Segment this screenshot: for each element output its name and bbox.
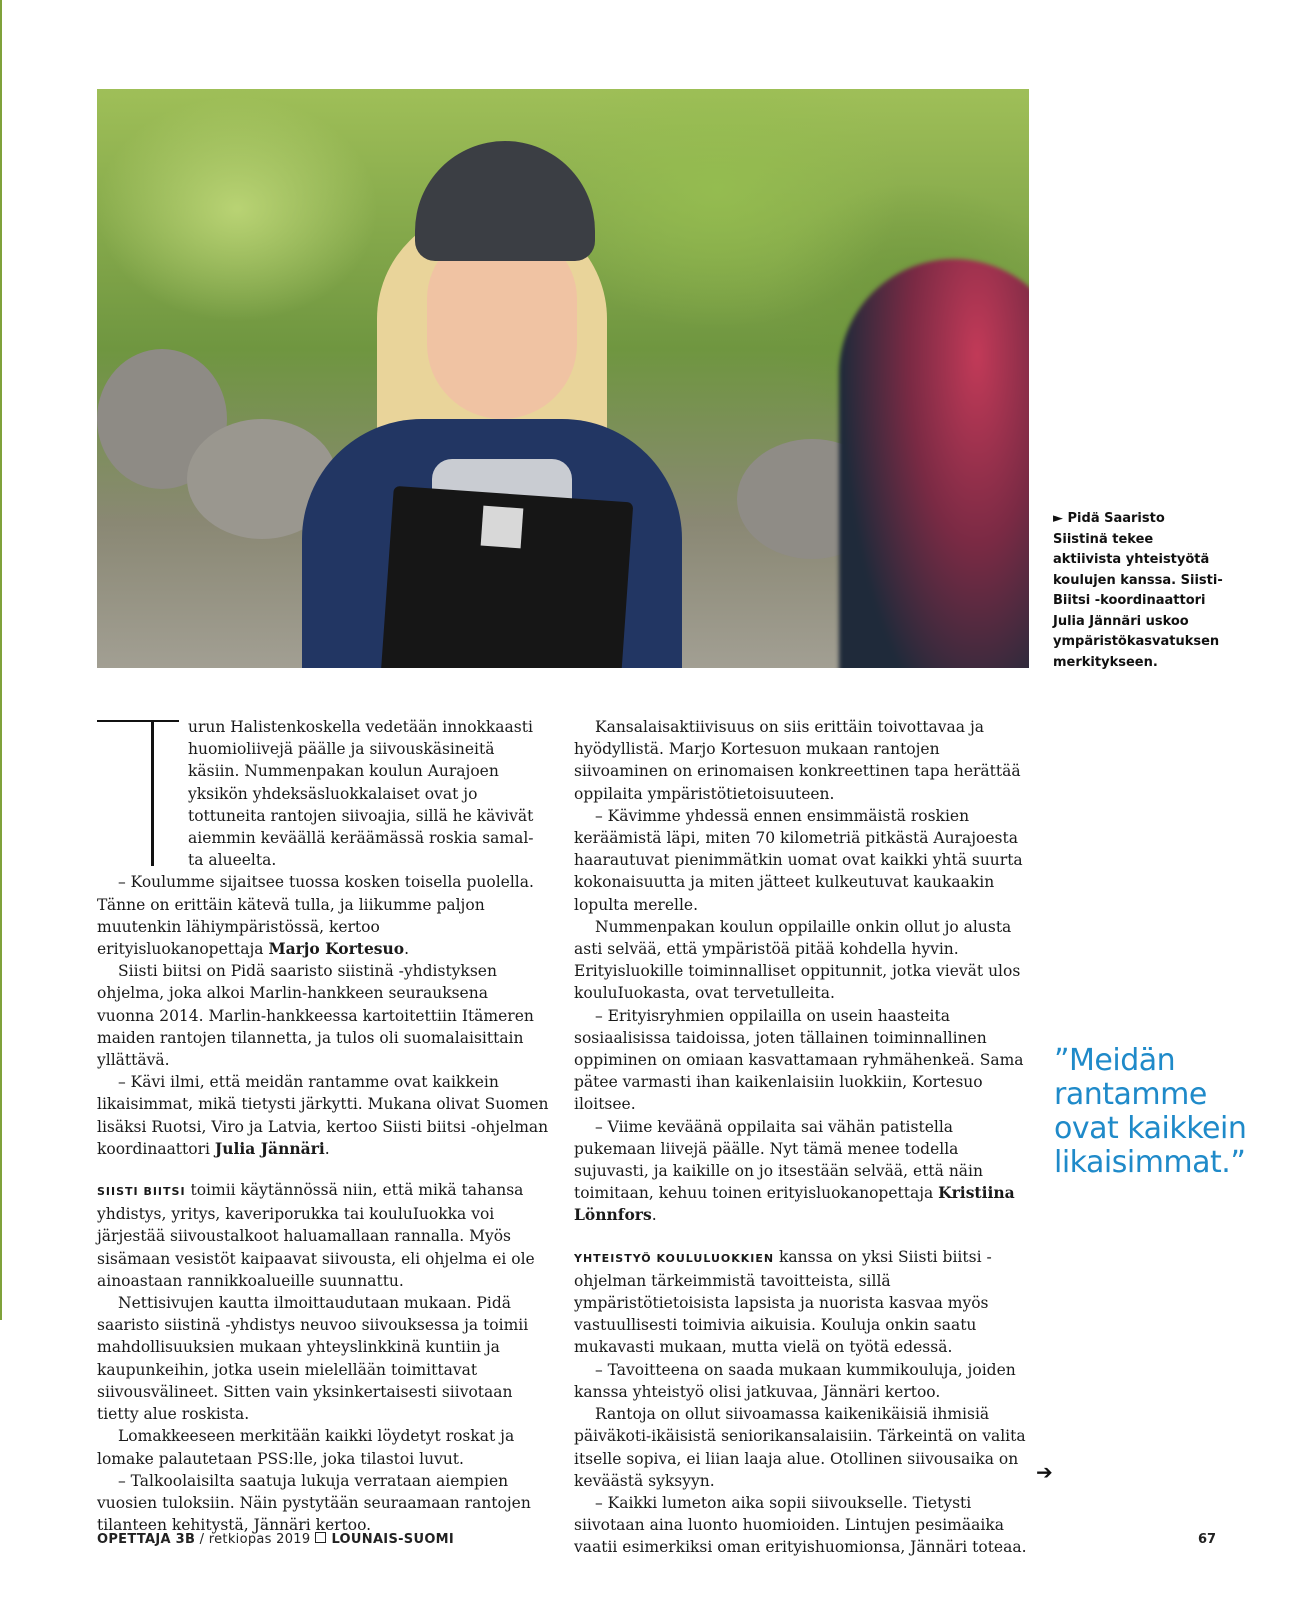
caption-line: Biitsi -koordinaattori <box>1053 593 1206 608</box>
article-column-1 <box>97 716 549 1536</box>
caption-line: Julia Jännäri uskoo <box>1053 613 1189 629</box>
page-edge-line <box>0 0 2 1320</box>
article-photo <box>97 89 1029 668</box>
publication-name: OPETTAJA 3B <box>97 1532 196 1547</box>
paragraph: – Kävimme yhdessä ennen ensimmäistä roskien keräämistä läpi, miten 70 kilometriä pitkästä Aurajoesta haarautuvat pienimmätkin uomat ovat kaikki yhtä suurta kokonaisuutta ja miten jätteet kulkeutuvat kaukaakin lopulta merelle. <box>574 806 1023 914</box>
paragraph: Lomakkeeseen merkitään kaikki löydetyt roskat ja lomake palautetaan PSS:lle, joka tilastoi luvut. <box>97 1427 515 1468</box>
caption-line: aktiivista yhteistyötä <box>1053 552 1210 567</box>
issue-info: / retkiopas 2019 <box>195 1532 311 1547</box>
lead-paragraph: urun Halistenkoskella vedetään innokkaasti huomioliivejä päälle ja siivouskäsineitä käsiin. Nummenpakan koulun Aurajoen yksikön yhdeksäsluokkalaiset ovat jo tottuneita rantojen siivoajia, sillä he kävivät aiemmin keväällä keräämässä roskia samal- ta alueelta. <box>188 718 534 870</box>
arrow-right-icon: ➔ <box>1036 1460 1053 1484</box>
paragraph: – Kävi ilmi, että meidän rantamme ovat kaikkein likaisimmat, mikä tietysti järkytti. Mukana olivat Suomen lisäksi Ruotsi, Viro ja Latvia, kertoo Siisti biitsi -ohjelman koordinaattori Julia Jännäri. <box>97 1073 549 1158</box>
section-label: SIISTI BIITSI <box>97 1185 186 1199</box>
paragraph: – Talkoolaisilta saatuja lukuja verrataan aiempien vuosien tuloksiin. Näin pystytään seuraamaan rantojen tilanteen kehitystä, Jännäri kertoo. <box>97 1471 531 1535</box>
section-label: YHTEISTYÖ KOULULUOKKIEN <box>574 1251 775 1265</box>
caption-line: Siistinä tekee <box>1053 531 1154 547</box>
paragraph: Nettisivujen kautta ilmoittaudutaan mukaan. Pidä saaristo siistinä -yhdistys neuvoo siivouksessa ja toimii mahdollisuuksien mukaan yhteyslinkkinä kuntiin ja kaupunkeihin, jotka usein mielellään toimittavat siivousvälineet. Sitten vain yksinkertaisesti siivotaan tietty alue roskista. <box>97 1294 529 1424</box>
article-column-2 <box>574 716 1031 1559</box>
page-footer <box>97 1532 454 1547</box>
caption-line: ► Pidä Saaristo <box>1053 511 1165 526</box>
section-paragraph: YHTEISTYÖ KOULULUOKKIEN kanssa on yksi Siisti biitsi -ohjelman tärkeimmistä tavoitteista, sillä ympäristötietoisista lapsista ja nuorista kasvaa myös vastuullisesti toimivia aikuisia. Kouluja onkin saatu mukavasti mukaan, mutta vielä on työtä edessä. <box>574 1247 992 1357</box>
paragraph: – Kaikki lumeton aika sopii siivoukselle. Tietysti siivotaan aina luonto huomioiden. Lintujen pesimäaika vaatii esimerkiksi oman erityishuomionsa, Jännäri toteaa. <box>574 1493 1027 1557</box>
caption-line: ympäristökasvatuksen <box>1053 634 1220 649</box>
photo-caption <box>1053 509 1233 673</box>
section-paragraph: SIISTI BIITSI toimii käytännössä niin, että mikä tahansa yhdistys, yritys, kaveriporukka tai kouluIuokka voi järjestää siivoustalkoot haluamallaan rannallа. Myös sisämaan vesistöt kaipaavat siivousta, eli ohjelma ei ole ainoastaan rannikkoalueille suunnattu. <box>97 1181 535 1290</box>
photo-beanie <box>415 141 595 261</box>
pull-quote: ”Meidän rantamme ovat kaikkein likaisimmat.” <box>1054 1043 1247 1180</box>
photo-blurred-person <box>839 259 1029 668</box>
paragraph: Rantoja on ollut siivoamassa kaikenikäisiä ihmisiä päiväkoti-ikäisistä seniorikansalaisiin. Tärkeintä on valita itselle sopiva, ei liian laaja alue. Otollinen siivousaika on keväästä syksyyn. <box>574 1405 1026 1490</box>
paragraph: – Viime keväänä oppilaita sai vähän patistella pukemaan liivejä päälle. Nyt tämä menee todella sujuvasti, ja kaikille on jo itsestään selvää, että näin toimitaan, kehuu toinen erityisluokanopettaja Kristiina Lönnfors. <box>574 1117 1015 1225</box>
paragraph: – Koulumme sijaitsee tuossa kosken toisella puolella. Tänne on erittäin kätevä tulla, ja liikumme paljon muutenkin lähiympäristössä, kertoo erityisluokanopettaja Marjo Kortesuo. <box>97 873 534 959</box>
paragraph: Nummenpakan koulun oppilaille onkin ollut jo alusta asti selvää, että ympäristöä pitää kohdella hyvin. Erityisluokille toiminnalliset oppitunnit, jotka vievät ulos kouluIuokasta, ovat tervetulleita. <box>574 917 1021 1003</box>
page-number: 67 <box>1198 1532 1217 1547</box>
square-icon <box>315 1532 326 1543</box>
caption-line: koulujen kanssa. Siisti- <box>1053 572 1223 588</box>
region-label: LOUNAIS-SUOMI <box>331 1532 455 1547</box>
paragraph: Kansalaisaktiivisuus on siis erittäin toivottavaa ja hyödyllistä. Marjo Kortesuon mukaan rantojen siivoaminen on erinomaisen konkreettinen tapa herättää oppilaita ympäristötietoisuuteen. <box>574 718 1021 803</box>
caption-line: merkitykseen. <box>1053 654 1158 670</box>
paragraph: – Erityisryhmien oppilailla on usein haasteita sosiaalisissa taidoissa, joten tällainen toiminnallinen oppiminen on omiaan kasvattamaan ryhmähenkeä. Sama pätee varmasti ihan kaikenlaisiin luokkiin, Kortesuo iloitsee. <box>574 1006 1024 1114</box>
photo-clipboard-clip <box>481 506 524 549</box>
paragraph: Siisti biitsi on Pidä saaristo siistinä -yhdistyksen ohjelma, joka alkoi Marlin-hankkeen seurauksena vuonna 2014. Marlin-hankkeessa kartoitettiin Itämeren maiden rantojen tilannetta, ja tulos oli suomalaisittain yllättävä. <box>97 962 534 1070</box>
paragraph: – Tavoitteena on saada mukaan kummikouluja, joiden kanssa yhteistyö olisi jatkuvaa, Jännäri kertoo. <box>574 1360 1016 1401</box>
